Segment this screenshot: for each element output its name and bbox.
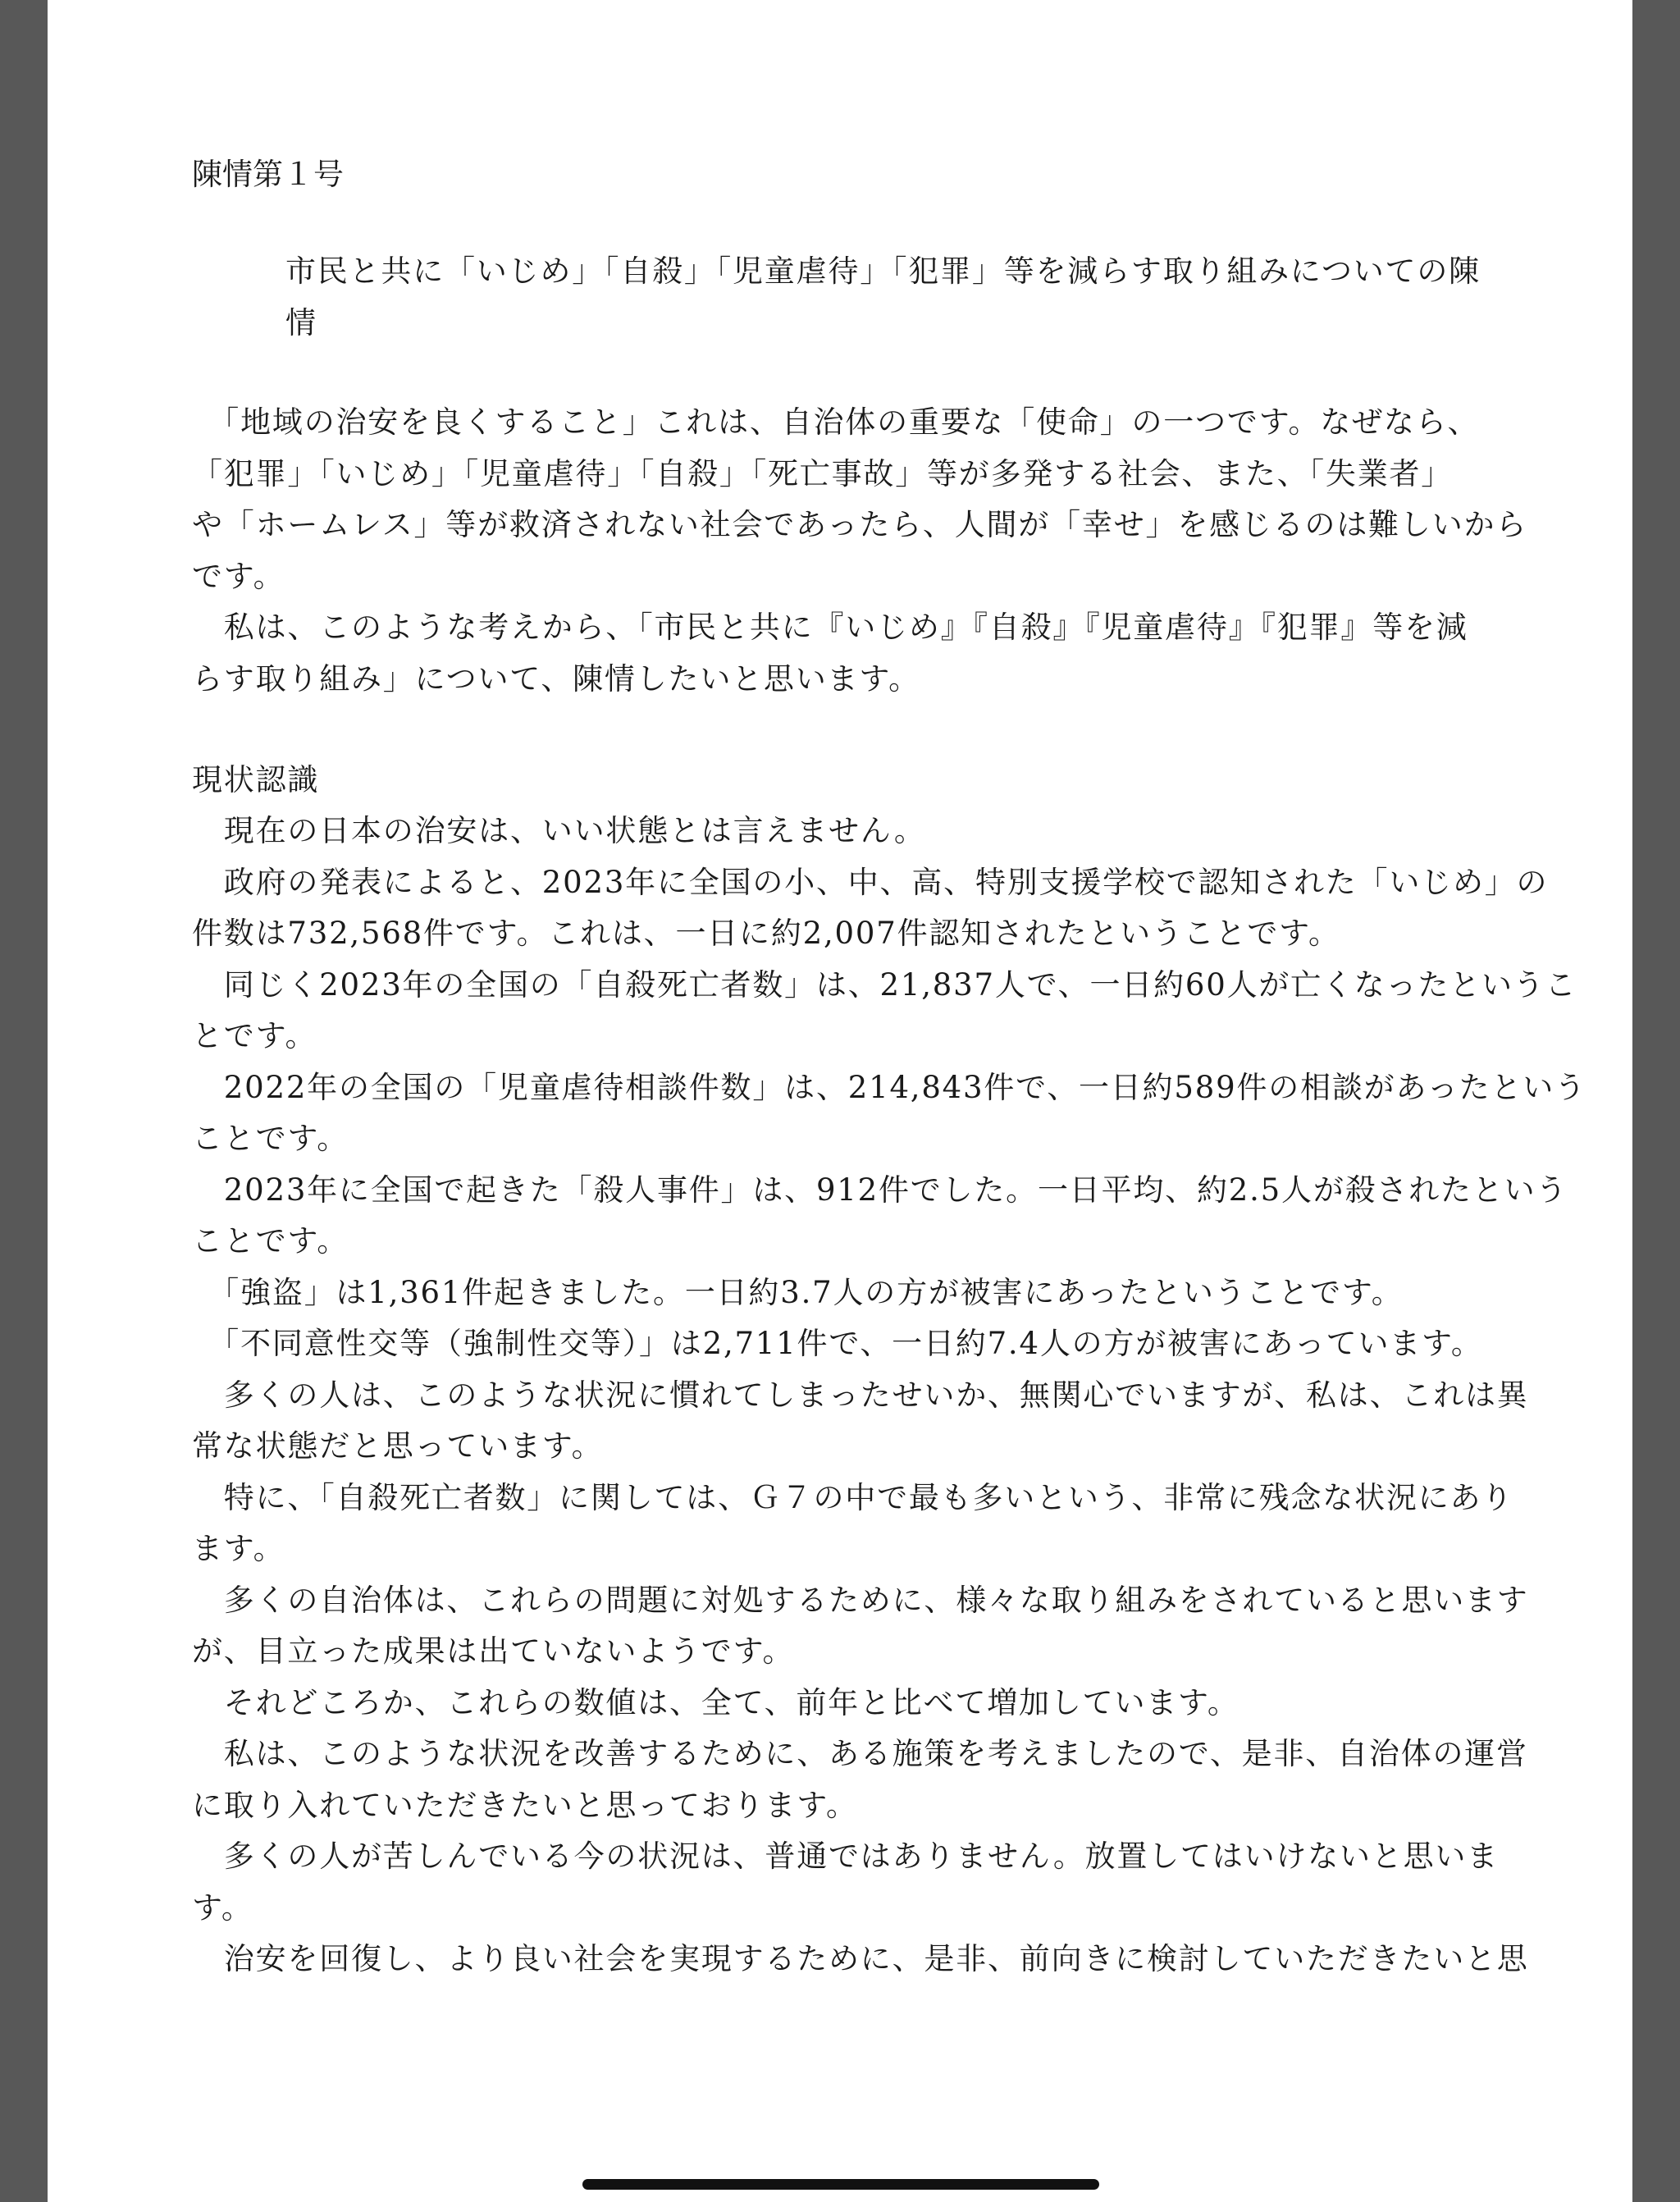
text-line: 多くの自治体は、これらの問題に対処するために、様々な取り組みをされていると思います	[192, 1582, 1529, 1618]
body-paragraph	[192, 806, 1586, 1985]
text-line: 「強盗」は1,361件起きました。一日約3.7人の方が被害にあったということです。	[192, 1274, 1404, 1310]
text-line: や「ホームレス」等が救済されない社会であったら、人間が「幸せ」を感じるのは難しいから	[192, 507, 1528, 542]
text-line: ことです。	[192, 1121, 349, 1156]
text-line: 政府の発表によると、2023年に全国の小、中、高、特別支援学校で認知された「いじめ」の	[192, 864, 1549, 900]
text-line: ことです。	[192, 1223, 349, 1259]
text-line: 現在の日本の治安は、いい状態とは言えません。	[192, 813, 926, 848]
text-line: が、目立った成果は出ていないようです。	[192, 1633, 795, 1669]
text-line: とです。	[192, 1018, 317, 1053]
title-line: 情	[285, 304, 317, 340]
text-line: 常な状態だと思っています。	[192, 1428, 604, 1464]
document-page[interactable]	[48, 0, 1632, 2202]
text-line: 「地域の治安を良くすること」これは、自治体の重要な「使命」の一つです。なぜなら、	[192, 404, 1480, 440]
section-heading	[192, 755, 1524, 806]
home-indicator[interactable]	[582, 2179, 1099, 2190]
text-line: 私は、このような考えから、「市民と共に『いじめ』『自殺』『児童虐待』『犯罪』等を減	[192, 610, 1468, 645]
title-line: 市民と共に「いじめ」「自殺」「児童虐待」「犯罪」等を減らす取り組みについての陳	[285, 254, 1481, 289]
text-line: に取り入れていただきたいと思っております。	[192, 1787, 858, 1823]
text-line: 2022年の全国の「児童虐待相談件数」は、214,843件で、一日約589件の相談があったという	[192, 1069, 1586, 1105]
text-line: 多くの人は、このような状況に慣れてしまったせいか、無関心でいますが、私は、これは異	[192, 1377, 1529, 1413]
text-line: 「不同意性交等（強制性交等）」は2,711件で、一日約7.4人の方が被害にあっています。	[192, 1326, 1483, 1361]
intro-paragraph	[192, 397, 1528, 705]
petition-title	[285, 246, 1524, 349]
petition-number: 陳情第１号	[192, 157, 344, 192]
text-line: 「犯罪」「いじめ」「児童虐待」「自殺」「死亡事故」等が多発する社会、また、「失業者」	[192, 455, 1454, 491]
text-line: 同じく2023年の全国の「自殺死亡者数」は、21,837人で、一日約60人が亡くなったというこ	[192, 966, 1577, 1003]
text-line: 私は、このような状況を改善するために、ある施策を考えましたので、是非、自治体の運営	[192, 1736, 1528, 1771]
text-line: 件数は732,568件です。これは、一日に約2,007件認知されたということです。	[192, 916, 1340, 951]
text-line: らす取り組み」について、陳情したいと思います。	[192, 660, 920, 697]
text-line: 多くの人が苦しんでいる今の状況は、普通ではありません。放置してはいけないと思いま	[192, 1839, 1500, 1874]
text-line: 2023年に全国で起きた「殺人事件」は、912件でした。一日平均、約2.5人が殺されたという	[192, 1172, 1568, 1208]
text-line: 治安を回復し、より良い社会を実現するために、是非、前向きに検討していただきたいと思	[192, 1941, 1529, 1976]
section-heading-text: 現状認識	[192, 762, 320, 797]
text-line: す。	[192, 1889, 253, 1926]
text-line: それどころか、これらの数値は、全て、前年と比べて増加しています。	[192, 1684, 1239, 1720]
text-line: です。	[192, 558, 285, 594]
text-line: 特に、「自殺死亡者数」に関しては、Ｇ７の中で最も多いという、非常に残念な状況にあり	[192, 1479, 1514, 1515]
text-line: ます。	[192, 1531, 285, 1566]
